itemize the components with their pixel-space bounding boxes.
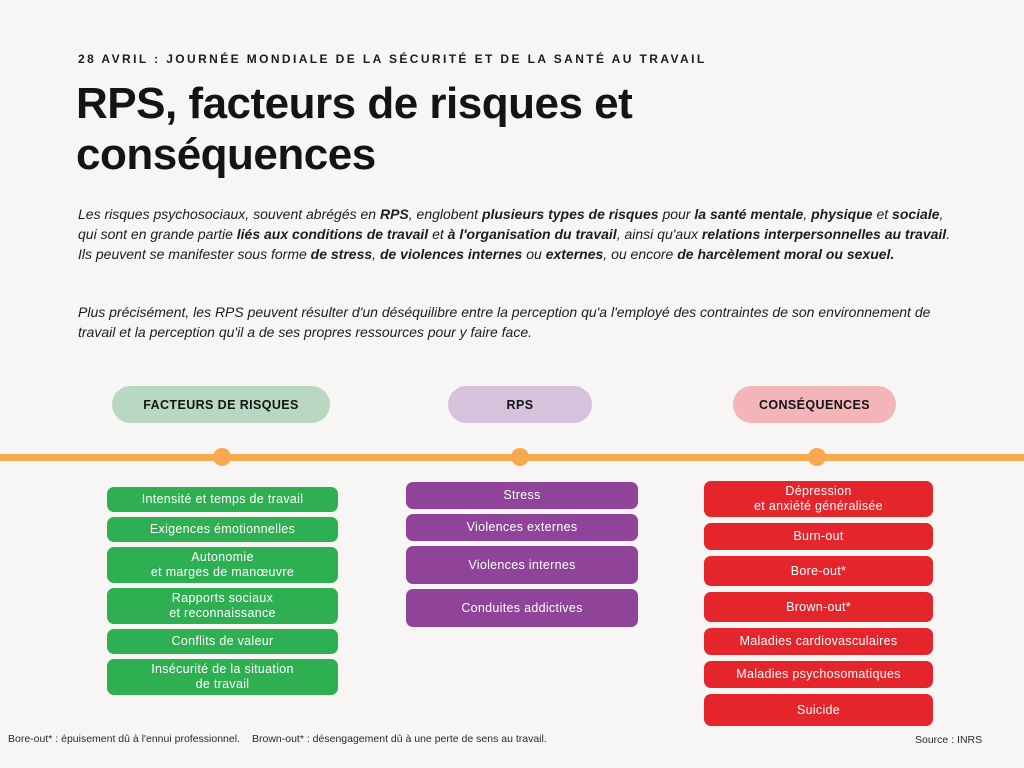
- column-header-consequences: CONSÉQUENCES: [733, 386, 896, 423]
- rps-item-label: Violences externes: [466, 520, 578, 534]
- intro-paragraph: Les risques psychosociaux, souvent abrégés en RPS, englobent plusieurs types de risques pour la santé mentale, physique et sociale, qui sont en grande partie liés aux conditions de travail et à l'organisation du travail, ainsi qu'aux relations interpersonnelles au travail. Ils peuvent se manifester sous forme de stress, de violences internes ou externes, ou encore de harcèlement moral ou sexuel.: [78, 206, 951, 262]
- footnotes: [8, 733, 547, 745]
- risk-factor-item-label: Insécurité de la situation de travail: [151, 662, 294, 691]
- rps-item: [406, 546, 638, 584]
- facteurs-de-risques-column: [107, 487, 338, 695]
- rps-column: [406, 482, 638, 627]
- page-title: RPS, facteurs de risques et conséquences: [76, 79, 633, 180]
- consequence-item: [704, 694, 933, 726]
- consequence-item: [704, 628, 933, 655]
- risk-factor-item: [107, 659, 338, 695]
- risk-factor-item: [107, 629, 338, 654]
- column-header-rps: RPS: [448, 386, 592, 423]
- source-label: Source : INRS: [915, 734, 983, 746]
- consequence-item: [704, 556, 933, 586]
- rps-item: [406, 589, 638, 627]
- timeline-dot-rps: [511, 448, 529, 466]
- detail-paragraph: Plus précisément, les RPS peuvent résulter d'un déséquilibre entre la perception qu'a l'employé des contraintes de son environnement de travail et la perception qu'il a de ses propres ressources pour y faire face.: [78, 304, 931, 340]
- rps-item-label: Conduites addictives: [461, 600, 583, 615]
- consequence-item-label: Burn-out: [793, 529, 844, 543]
- rps-item: [406, 514, 638, 541]
- consequence-item: [704, 481, 933, 517]
- consequence-item-label: Dépression et anxiété généralisée: [754, 484, 883, 513]
- consequence-item: [704, 592, 933, 622]
- risk-factor-item-label: Autonomie et marges de manœuvre: [150, 550, 295, 579]
- consequence-item-label: Brown-out*: [786, 599, 851, 614]
- consequence-item-label: Maladies psychosomatiques: [736, 667, 901, 681]
- consequence-item-label: Suicide: [796, 702, 841, 717]
- risk-factor-item-label: Rapports sociaux et reconnaissance: [169, 591, 276, 620]
- timeline-dot-facteurs: [213, 448, 231, 466]
- rps-item: [406, 482, 638, 509]
- footnote-brown-out: Brown-out* : désengagement dû à une perte de sens au travail.: [251, 733, 547, 745]
- risk-factor-item-label: Conflits de valeur: [171, 634, 274, 648]
- risk-factor-item: [107, 547, 338, 583]
- footnote-bore-out: Bore-out* : épuisement dû à l'ennui professionnel.: [8, 733, 240, 745]
- consequence-item-label: Maladies cardiovasculaires: [739, 634, 898, 648]
- rps-item-label: Stress: [503, 488, 541, 502]
- consequence-item: [704, 661, 933, 688]
- consequences-column: [704, 481, 933, 726]
- kicker: 28 AVRIL : JOURNÉE MONDIALE DE LA SÉCURITÉ ET DE LA SANTÉ AU TRAVAIL: [78, 52, 707, 66]
- rps-item-label: Violences internes: [468, 557, 576, 572]
- consequence-item: [704, 523, 933, 550]
- risk-factor-item: [107, 517, 338, 542]
- risk-factor-item: [107, 588, 338, 624]
- column-header-facteurs-de-risques: FACTEURS DE RISQUES: [112, 386, 330, 423]
- risk-factor-item-label: Intensité et temps de travail: [141, 492, 304, 506]
- risk-factor-item-label: Exigences émotionnelles: [149, 522, 296, 536]
- timeline-dot-consequences: [808, 448, 826, 466]
- consequence-item-label: Bore-out*: [790, 563, 847, 578]
- risk-factor-item: [107, 487, 338, 512]
